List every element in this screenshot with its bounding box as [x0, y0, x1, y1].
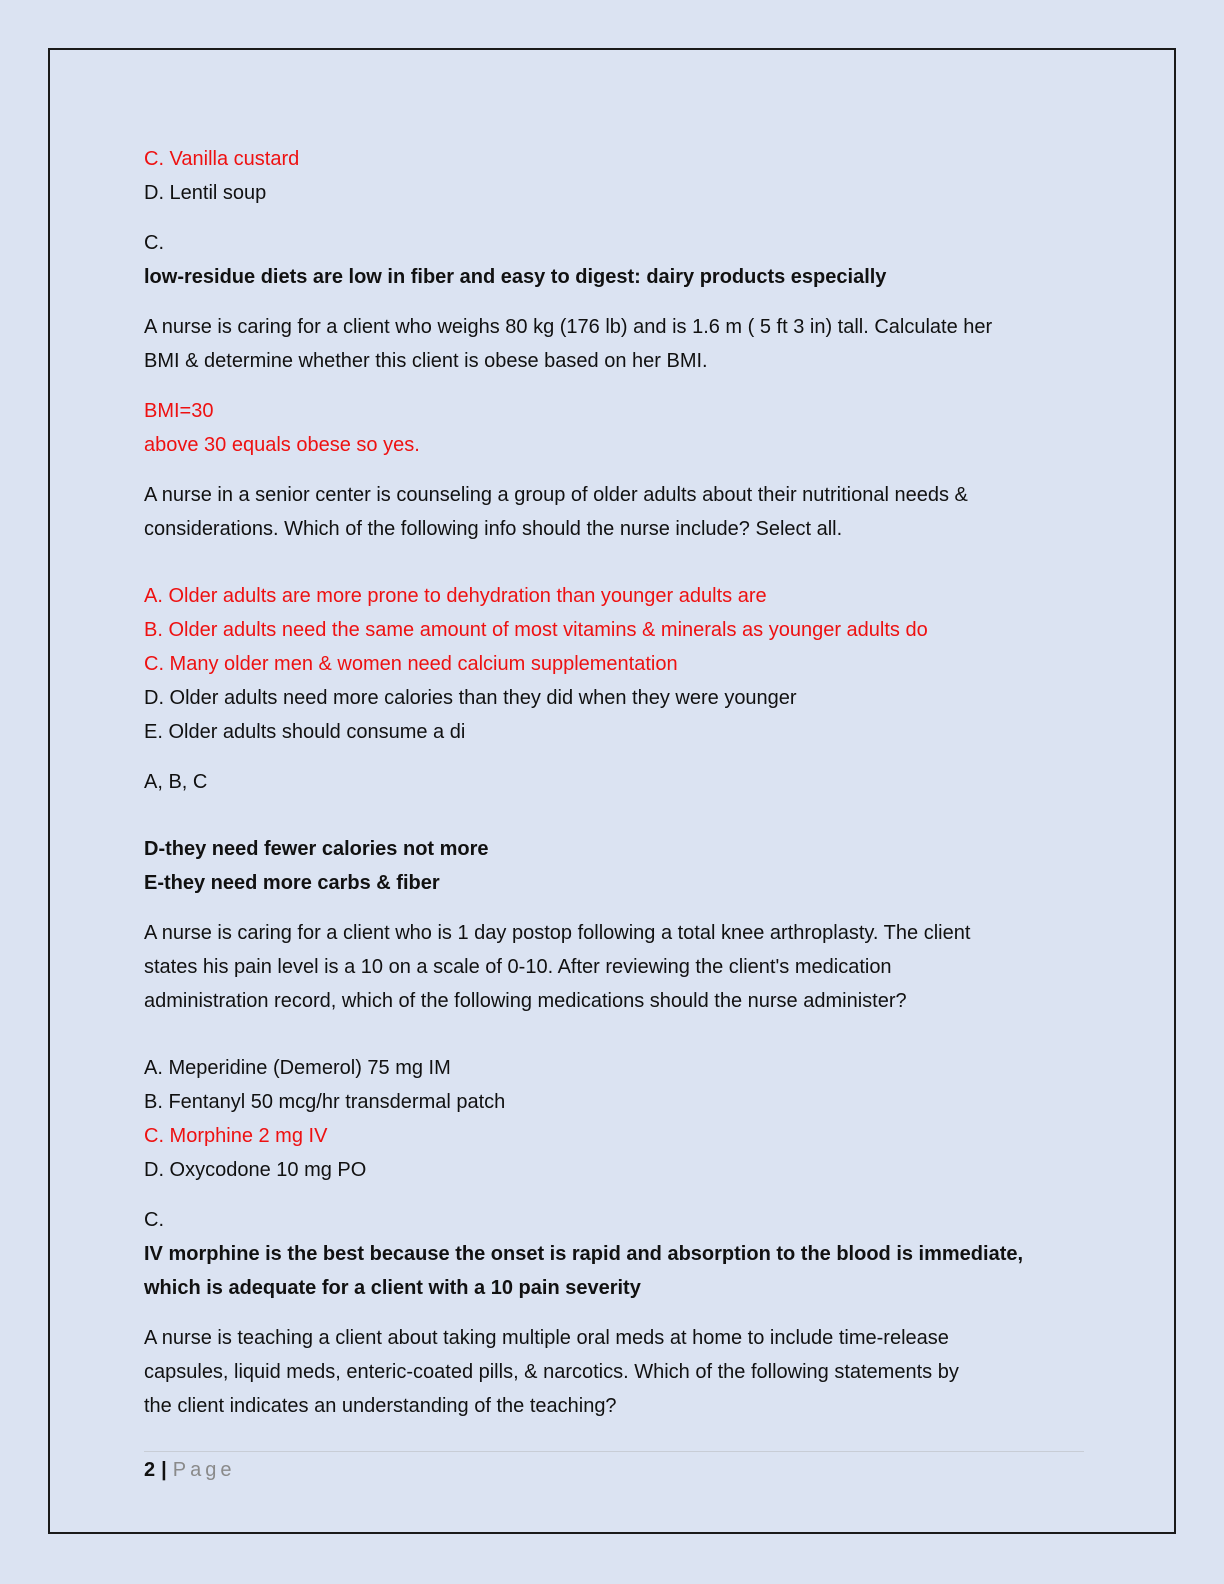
- page-footer: [144, 1455, 235, 1485]
- question-block-low-residue: [144, 142, 1084, 294]
- question-text: capsules, liquid meds, enteric-coated pills, & narcotics. Which of the following statements by: [144, 1361, 959, 1383]
- question-text: the client indicates an understanding of the teaching?: [144, 1395, 617, 1417]
- option-a: A. Meperidine (Demerol) 75 mg IM: [144, 1057, 451, 1079]
- answer-value: BMI=30: [144, 400, 214, 422]
- question-text: states his pain level is a 10 on a scale of 0-10. After reviewing the client's medication: [144, 956, 892, 978]
- option-d: D. Lentil soup: [144, 182, 267, 204]
- rationale: which is adequate for a client with a 10 pain severity: [144, 1277, 641, 1299]
- option-c-correct: C. Vanilla custard: [144, 148, 300, 170]
- option-d: D. Oxycodone 10 mg PO: [144, 1159, 367, 1181]
- rationale: E-they need more carbs & fiber: [144, 872, 440, 894]
- question-block-pain: [144, 916, 1084, 1305]
- question-text: A nurse in a senior center is counseling a group of older adults about their nutritional needs &: [144, 484, 968, 506]
- answer-explanation: above 30 equals obese so yes.: [144, 434, 420, 456]
- question-block-bmi: [144, 310, 1084, 462]
- rationale: D-they need fewer calories not more: [144, 838, 489, 860]
- answer-key: C.: [144, 1209, 164, 1231]
- option-b-correct: B. Older adults need the same amount of most vitamins & minerals as younger adults do: [144, 619, 928, 641]
- footer-divider: [144, 1451, 1084, 1452]
- question-text: BMI & determine whether this client is obese based on her BMI.: [144, 350, 708, 372]
- page-label: Page: [172, 1459, 236, 1481]
- footer-separator: |: [161, 1459, 167, 1481]
- option-a-correct: A. Older adults are more prone to dehydration than younger adults are: [144, 585, 767, 607]
- question-block-older-adults: [144, 478, 1084, 900]
- rationale: IV morphine is the best because the onset is rapid and absorption to the blood is immediate,: [144, 1243, 1024, 1265]
- document-body: [144, 142, 1084, 1423]
- question-block-oral-meds: [144, 1321, 1084, 1423]
- page-number: 2: [144, 1459, 156, 1481]
- question-text: administration record, which of the following medications should the nurse administer?: [144, 990, 907, 1012]
- answer-key: C.: [144, 232, 164, 254]
- option-e: E. Older adults should consume a di: [144, 721, 466, 743]
- option-d: D. Older adults need more calories than they did when they were younger: [144, 687, 797, 709]
- question-text: considerations. Which of the following info should the nurse include? Select all.: [144, 518, 843, 540]
- option-c-correct: C. Morphine 2 mg IV: [144, 1125, 328, 1147]
- question-text: A nurse is teaching a client about taking multiple oral meds at home to include time-release: [144, 1327, 949, 1349]
- rationale: low-residue diets are low in fiber and easy to digest: dairy products especially: [144, 266, 887, 288]
- option-c-correct: C. Many older men & women need calcium supplementation: [144, 653, 678, 675]
- question-text: A nurse is caring for a client who weighs 80 kg (176 lb) and is 1.6 m ( 5 ft 3 in) tall. Calculate her: [144, 316, 993, 338]
- option-b: B. Fentanyl 50 mcg/hr transdermal patch: [144, 1091, 506, 1113]
- question-text: A nurse is caring for a client who is 1 day postop following a total knee arthroplasty. The client: [144, 922, 971, 944]
- answer-key: A, B, C: [144, 771, 208, 793]
